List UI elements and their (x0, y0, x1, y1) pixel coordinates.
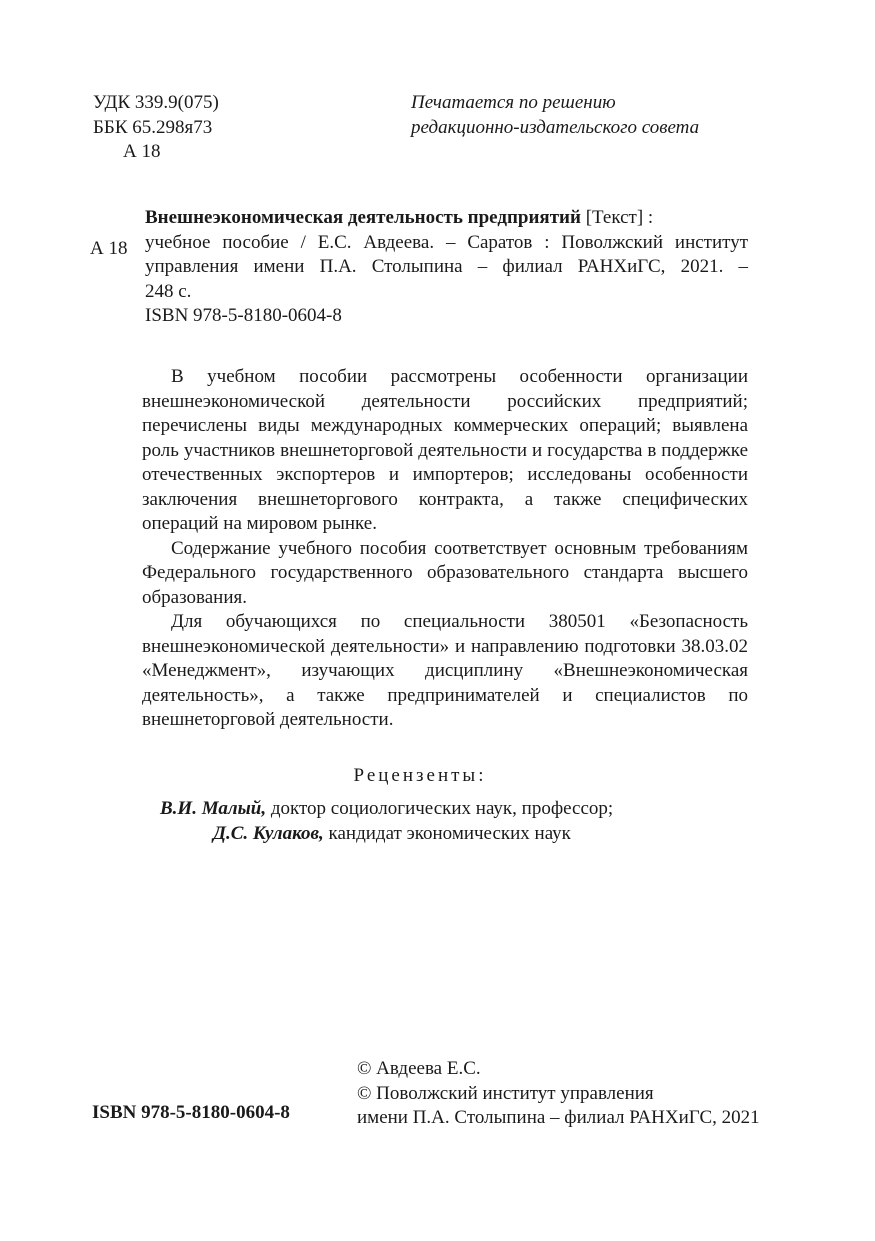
copyright-line-3: имени П.А. Столыпина – филиал РАНХиГС, 2021 (357, 1107, 760, 1128)
reviewer-2-name: Д.С. Кулаков, (213, 823, 324, 844)
annotation (142, 365, 748, 733)
isbn-footer: ISBN 978-5-8180-0604-8 (92, 1102, 290, 1123)
copyright-block (357, 1057, 777, 1131)
reviewer-1-desc: доктор социологических наук, профессор; (266, 798, 614, 819)
bbk-code: ББК 65.298я73 (93, 116, 213, 138)
reviewer-2 (213, 822, 571, 847)
biblio-line-3: управления имени П.А. Столыпина – филиал РАНХиГС, 2021. – (145, 256, 748, 277)
biblio-title-line (145, 206, 748, 231)
print-note-line-2: редакционно-издательского совета (411, 116, 700, 138)
print-note-line-1: Печатается по решению (411, 92, 616, 113)
bibliographic-record (145, 206, 748, 329)
author-mark: А 18 (123, 141, 161, 162)
reviewer-1-name: В.И. Малый, (160, 798, 267, 819)
biblio-line-2: учебное пособие / Е.С. Авдеева. – Саратов : Поволжский институт (145, 231, 748, 253)
biblio-pages: 248 с. (145, 280, 192, 302)
copyright-line-2: © Поволжский институт управления (357, 1082, 654, 1104)
classification-codes (93, 91, 353, 165)
book-title-type: [Текст] : (580, 207, 654, 228)
reviewer-2-desc: кандидат экономических наук (323, 823, 571, 844)
biblio-side-mark: А 18 (90, 238, 128, 259)
reviewer-1 (160, 797, 613, 822)
print-note (411, 91, 811, 140)
udk-code: УДК 339.9(075) (93, 92, 219, 113)
annotation-paragraph-1: В учебном пособии рассмотрены особенности организации внешнеэкономической деятельности российских предприятий; перечислены виды международных коммерческих операций; выявлена роль участников внешнеторговой деятельности и государства в поддержке отечественных экспортеров и импортеров; исследованы особенности заключения внешнеторгового контракта, а также специфических операций на мировом рынке. (142, 366, 748, 534)
reviewers-heading: Рецензенты: (353, 765, 487, 786)
annotation-paragraph-3: Для обучающихся по специальности 380501 «Безопасность внешнеэкономической деятельности» и направлению подготовки 38.03.02 «Менеджмент», изучающих дисциплину «Внешнеэкономическая деятельность», а также предпринимателей и специалистов по внешнеторговой деятельности. (142, 611, 748, 730)
biblio-isbn: ISBN 978-5-8180-0604-8 (145, 305, 342, 326)
copyright-line-1: © Авдеева Е.С. (357, 1058, 481, 1079)
book-title: Внешнеэкономическая деятельность предприятий (145, 207, 581, 228)
annotation-paragraph-2: Содержание учебного пособия соответствует основным требованиям Федерального государственного образовательного стандарта высшего образования. (142, 537, 748, 608)
